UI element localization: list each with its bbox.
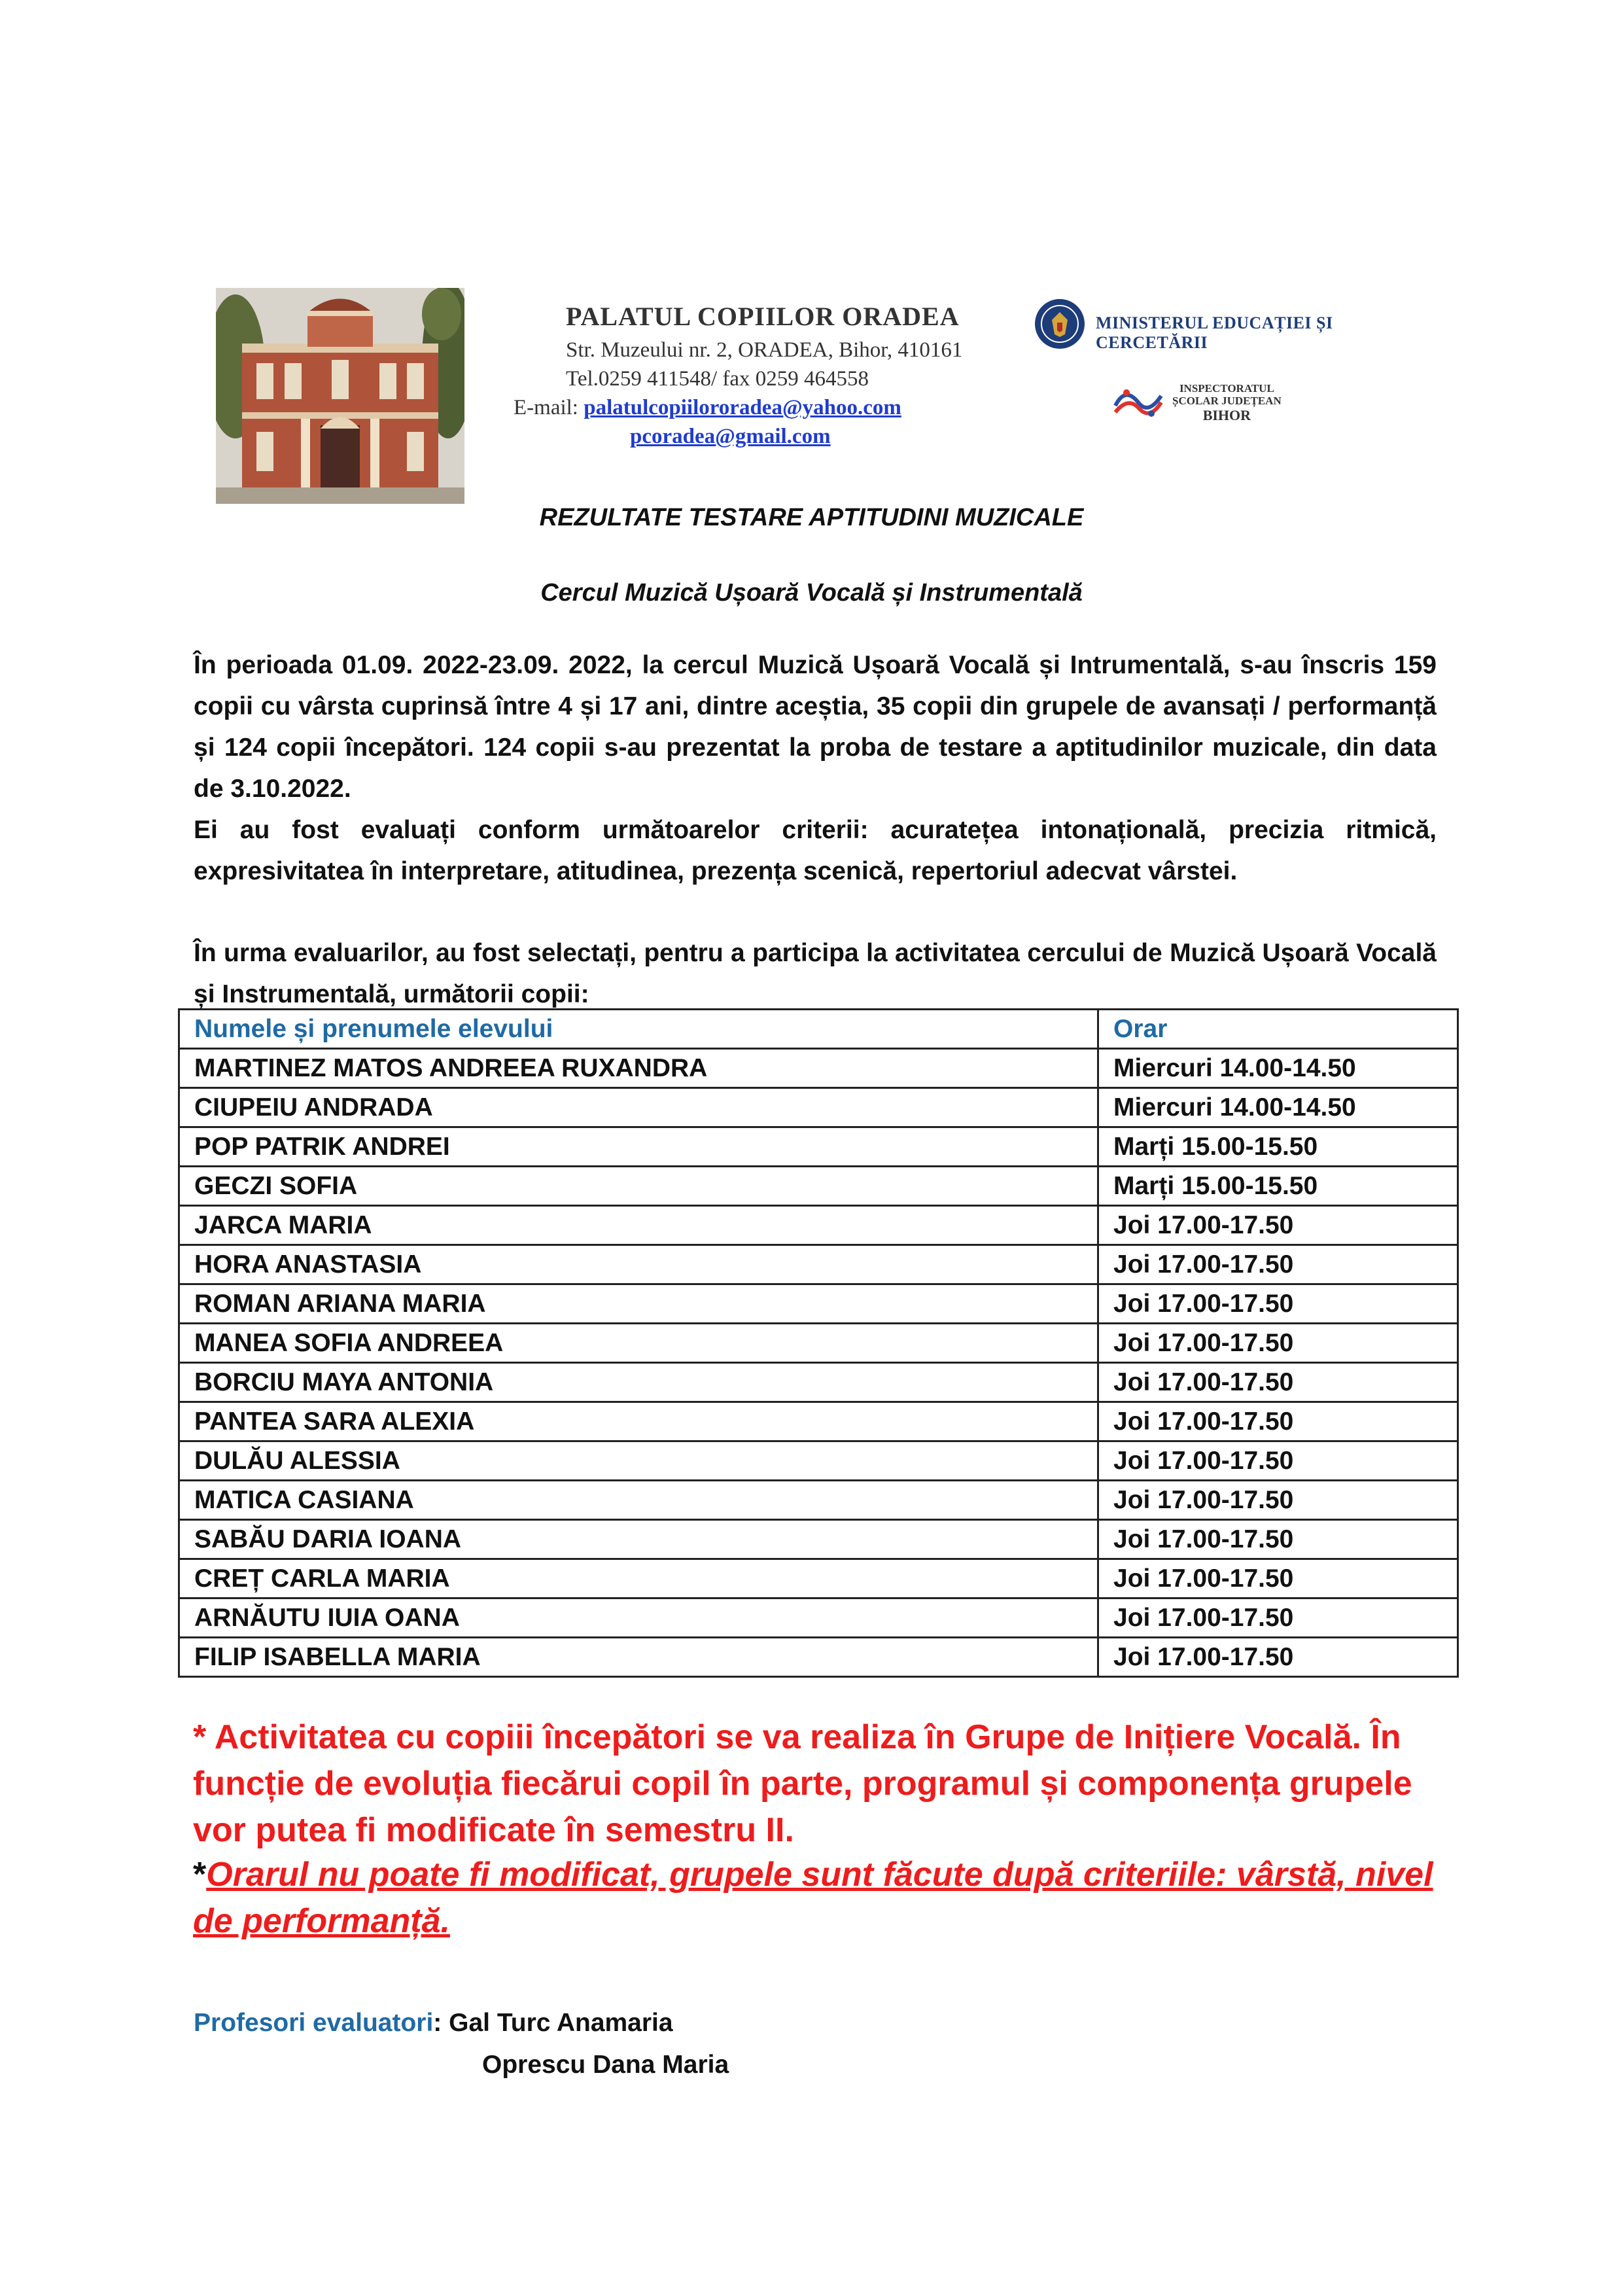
student-name: GECZI SOFIA bbox=[179, 1167, 1098, 1206]
page-title: REZULTATE TESTARE APTITUDINI MUZICALE bbox=[539, 504, 1084, 531]
evaluators-colon: : bbox=[433, 2009, 449, 2037]
table-row bbox=[179, 1402, 1458, 1441]
student-schedule: Joi 17.00-17.50 bbox=[1098, 1598, 1458, 1638]
evaluators-label: Profesori evaluatori bbox=[194, 2009, 434, 2037]
evaluator-1: Gal Turc Anamaria bbox=[449, 2009, 673, 2037]
table-row bbox=[179, 1167, 1458, 1206]
isj-line-2: ȘCOLAR JUDEȚEAN bbox=[1172, 395, 1282, 407]
schedule-note-text: Orarul nu poate fi modificat, grupele sunt făcute după criteriile: vârstă, nivel de performanță. bbox=[193, 1856, 1433, 1940]
student-name: CIUPEIU ANDRADA bbox=[179, 1088, 1098, 1127]
criteria-paragraph: Ei au fost evaluați conform următoarelor criterii: acuratețea intonațională, precizia ritmică, expresivitatea în interpretare, atitudinea, prezența scenică, repertoriul adecvat vârstei. bbox=[194, 816, 1437, 885]
student-schedule: Joi 17.00-17.50 bbox=[1098, 1441, 1458, 1481]
student-schedule: Joi 17.00-17.50 bbox=[1098, 1520, 1458, 1559]
institution-block bbox=[514, 301, 985, 451]
student-schedule: Miercuri 14.00-14.50 bbox=[1098, 1088, 1458, 1127]
isj-line-1: INSPECTORATUL bbox=[1179, 382, 1274, 395]
institution-name: PALATUL COPIILOR ORADEA bbox=[566, 302, 960, 331]
email-link-gmail[interactable]: pcoradea@gmail.com bbox=[630, 425, 831, 448]
page-subtitle: Cercul Muzică Ușoară Vocală și Instrumentală bbox=[540, 579, 1083, 607]
table-row bbox=[179, 1245, 1458, 1284]
email-link-yahoo[interactable]: palatulcopiilororadea@yahoo.com bbox=[584, 396, 901, 419]
table-row bbox=[179, 1441, 1458, 1481]
student-name: POP PATRIK ANDREI bbox=[179, 1127, 1098, 1167]
table-header-row bbox=[179, 1010, 1458, 1049]
ministry-block bbox=[1034, 298, 1439, 357]
table-row bbox=[179, 1088, 1458, 1127]
table-row bbox=[179, 1559, 1458, 1598]
student-schedule: Joi 17.00-17.50 bbox=[1098, 1363, 1458, 1402]
student-name: BORCIU MAYA ANTONIA bbox=[179, 1363, 1098, 1402]
student-name: MANEA SOFIA ANDREEA bbox=[179, 1324, 1098, 1363]
student-schedule: Joi 17.00-17.50 bbox=[1098, 1481, 1458, 1520]
student-schedule: Joi 17.00-17.50 bbox=[1098, 1324, 1458, 1363]
student-name: JARCA MARIA bbox=[179, 1206, 1098, 1245]
student-schedule: Joi 17.00-17.50 bbox=[1098, 1638, 1458, 1677]
isj-name bbox=[1172, 382, 1282, 424]
table-row bbox=[179, 1284, 1458, 1324]
student-name: SABĂU DARIA IOANA bbox=[179, 1520, 1098, 1559]
student-schedule: Joi 17.00-17.50 bbox=[1098, 1206, 1458, 1245]
ministry-crest-icon bbox=[1034, 298, 1086, 350]
student-name: CREȚ CARLA MARIA bbox=[179, 1559, 1098, 1598]
institution-address: Str. Muzeului nr. 2, ORADEA, Bihor, 410161 bbox=[566, 338, 963, 362]
table-row bbox=[179, 1206, 1458, 1245]
beginners-note: * Activitatea cu copiii începători se va realiza în Grupe de Inițiere Vocală. În funcție de evoluția fiecărui copil în parte, programul și componența grupele vor putea fi modificate în semestru II. bbox=[193, 1718, 1412, 1849]
table-row bbox=[179, 1598, 1458, 1638]
schedule-note-star: * bbox=[193, 1856, 207, 1894]
institution-phone: Tel.0259 411548/ fax 0259 464558 bbox=[566, 367, 869, 391]
letterhead bbox=[196, 268, 1439, 517]
student-schedule: Joi 17.00-17.50 bbox=[1098, 1245, 1458, 1284]
student-schedule: Marți 15.00-15.50 bbox=[1098, 1167, 1458, 1206]
schedule-note bbox=[193, 1852, 1456, 1945]
intro-paragraph: În perioada 01.09. 2022-23.09. 2022, la cercul Muzică Ușoară Vocală și Intrumentală, s-au înscris 159 copii cu vârsta cuprinsă între 4 și 17 ani, dintre aceștia, 35 copii din grupele de avansați / performanță și 124 copii începători. 124 copii s-au prezentat la proba de testare a aptitudinilor muzicale, din data de 3.10.2022. bbox=[194, 651, 1437, 803]
table-row bbox=[179, 1363, 1458, 1402]
student-schedule: Joi 17.00-17.50 bbox=[1098, 1559, 1458, 1598]
table-row bbox=[179, 1049, 1458, 1088]
table-row bbox=[179, 1481, 1458, 1520]
table-row bbox=[179, 1324, 1458, 1363]
isj-logo-icon bbox=[1112, 380, 1164, 425]
student-name: DULĂU ALESSIA bbox=[179, 1441, 1098, 1481]
selection-paragraph: În urma evaluarilor, au fost selectați, pentru a participa la activitatea cercului de Muzică Ușoară Vocală și Instrumentală, următorii copii: bbox=[194, 939, 1437, 1008]
student-name: PANTEA SARA ALEXIA bbox=[179, 1402, 1098, 1441]
student-name: MARTINEZ MATOS ANDREEA RUXANDRA bbox=[179, 1049, 1098, 1088]
student-name: ROMAN ARIANA MARIA bbox=[179, 1284, 1098, 1324]
table-row bbox=[179, 1127, 1458, 1167]
student-name: ARNĂUTU IUIA OANA bbox=[179, 1598, 1098, 1638]
isj-block bbox=[1112, 380, 1348, 438]
table-row bbox=[179, 1638, 1458, 1677]
student-schedule: Miercuri 14.00-14.50 bbox=[1098, 1049, 1458, 1088]
table-row bbox=[179, 1520, 1458, 1559]
evaluators-line bbox=[194, 2002, 673, 2044]
column-header-name: Numele și prenumele elevului bbox=[179, 1010, 1098, 1049]
results-table bbox=[178, 1008, 1459, 1678]
palace-building-image bbox=[216, 288, 464, 504]
palace-photo bbox=[216, 288, 464, 504]
column-header-schedule: Orar bbox=[1098, 1010, 1458, 1049]
student-name: FILIP ISABELLA MARIA bbox=[179, 1638, 1098, 1677]
evaluator-2: Oprescu Dana Maria bbox=[482, 2051, 729, 2079]
institution-email-line-2 bbox=[630, 422, 985, 451]
isj-line-3: BIHOR bbox=[1202, 407, 1251, 423]
student-schedule: Marți 15.00-15.50 bbox=[1098, 1127, 1458, 1167]
ministry-name: MINISTERUL EDUCAȚIEI ȘI CERCETĂRII bbox=[1096, 313, 1333, 352]
student-name: HORA ANASTASIA bbox=[179, 1245, 1098, 1284]
student-schedule: Joi 17.00-17.50 bbox=[1098, 1284, 1458, 1324]
institution-email-line bbox=[514, 393, 985, 422]
student-schedule: Joi 17.00-17.50 bbox=[1098, 1402, 1458, 1441]
student-name: MATICA CASIANA bbox=[179, 1481, 1098, 1520]
email-label: E-mail: bbox=[514, 396, 584, 419]
